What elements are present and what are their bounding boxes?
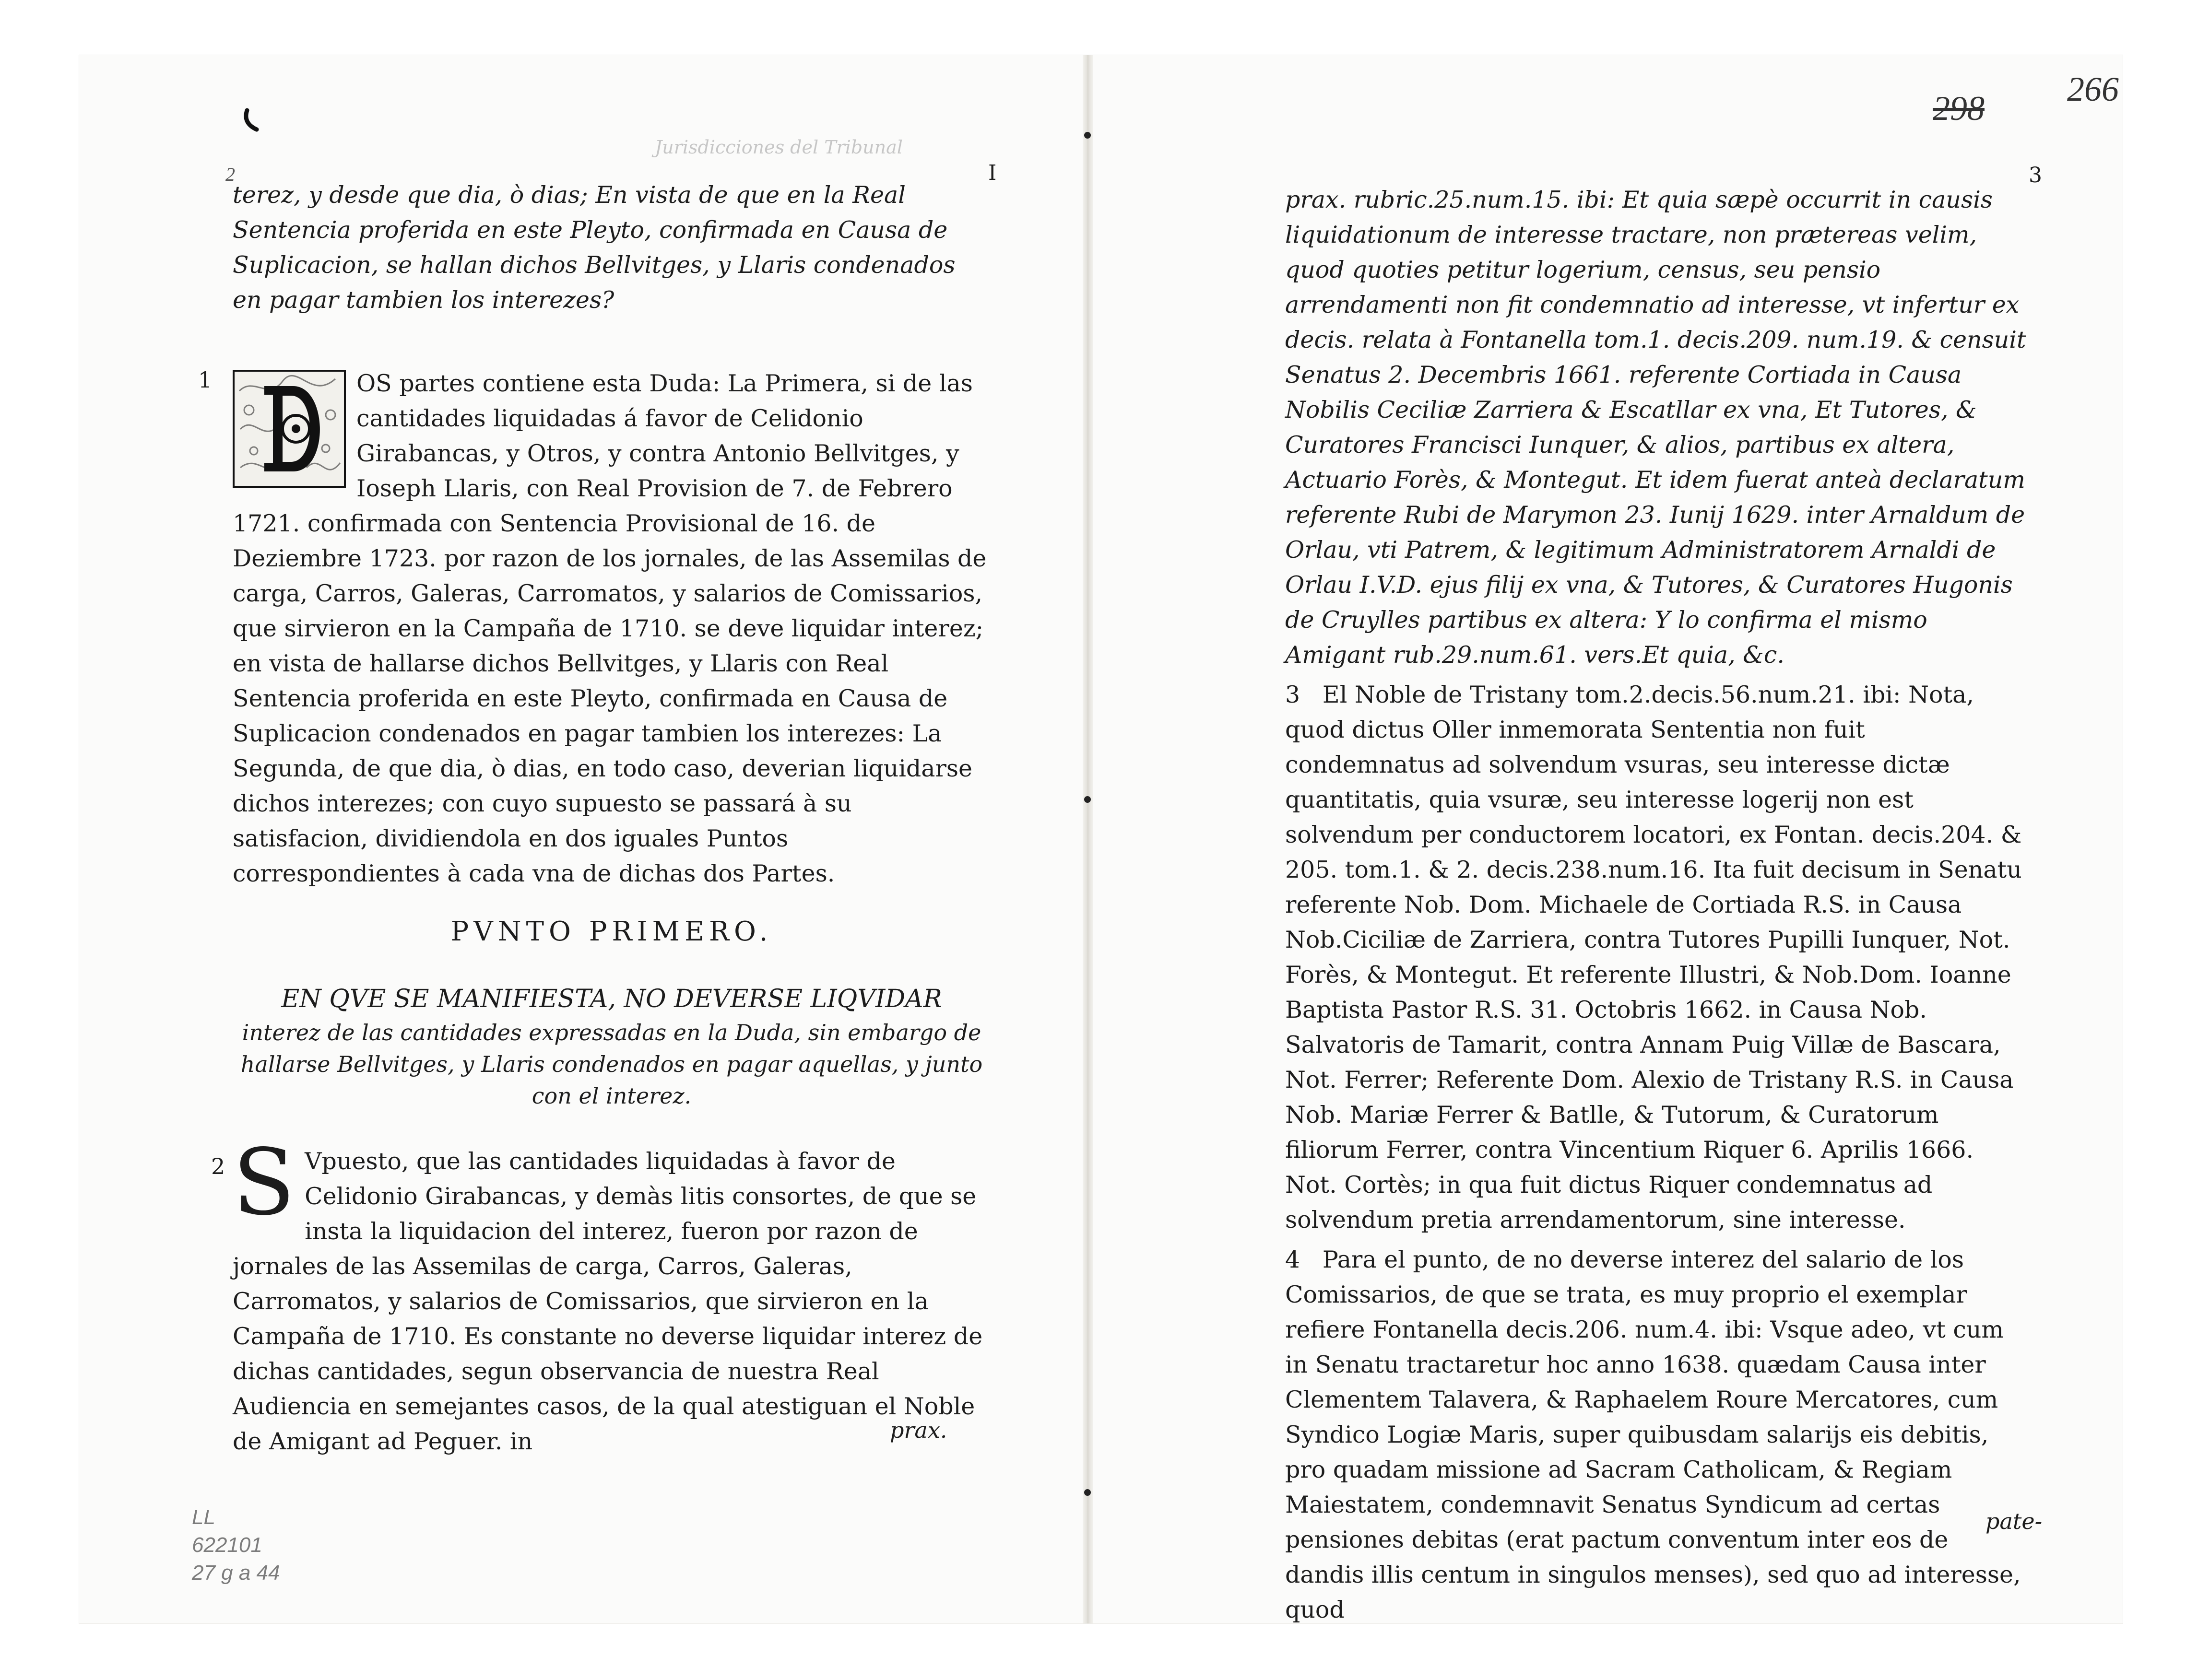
- sigla: 2: [225, 164, 235, 185]
- paragraph-2: [233, 1129, 991, 1459]
- right-body: [1285, 182, 2031, 1627]
- ink-mark: [242, 108, 261, 137]
- catchword: prax.: [890, 1417, 947, 1443]
- stamp-line: 622101: [192, 1533, 262, 1557]
- book-gutter: [1083, 55, 1093, 1623]
- binding-stitch: [1084, 1489, 1091, 1496]
- paragraph-3: [1285, 677, 2031, 1237]
- binding-stitch: [1084, 796, 1091, 803]
- section-title: PVNTO PRIMERO.: [450, 916, 773, 947]
- paragraph-2-text: Vpuesto, que las cantidades liquidadas à favor de Celidonio Girabancas, y demàs litis consortes, de que se insta la liquidacion del interez, fueron por razon de jornales de las Assemilas de carga, Carros, Galeras, Carromatos, y salarios de Comissarios, que sirvieron en la Campaña de 1710. Es constante no deverse liquidar interez de dichas cantidades, segun observancia de nuestra Real Audiencia en semejantes casos, de la qual atestiguan el Noble de Amigant ad Peguer. in: [233, 1148, 983, 1455]
- paragraph-1: [233, 366, 991, 891]
- paragraph-intro: prax. rubric.25.num.15. ibi: Et quia sæpè occurrit in causis liquidationum de interesse tractare, non prætereas velim, quod quoties petitur logerium, census, seu pensio arrendamenti non fit condemnatio ad interesse, vt infertur ex decis. relata à Fontanella tom.1. decis.209. num.19. & censuit Senatus 2. Decembris 1661. referente Cortiada in Causa Nobilis Ceciliæ Zarriera & Escatllar ex vna, Et Tutores, & Curatores Francisci Iunquer, & alios, partibus ex altera, Actuario Forès, & Montegut. Et idem fuerat anteà declaratum referente Rubi de Marymon 23. Iunij 1629. inter Arnaldum de Orlau, vti Patrem, & legitimum Administratorem Arnaldi de Orlau I.V.D. ejus filij ex vna, & Tutores, & Curatores Hugonis de Cruylles partibus ex altera: Y lo confirma el mismo Amigant rub.29.num.61. vers.Et quia, &c.: [1285, 186, 2026, 669]
- stamp-line: LL: [192, 1505, 215, 1529]
- catchword: pate-: [1985, 1508, 2043, 1534]
- paragraph-number: 3: [1285, 681, 1300, 708]
- section-heading-rest: interez de las cantidades expressadas en la Duda, sin embargo de hallarse Bellvitges, y Llaris condenados en pagar aquellas, y junto con el interez.: [240, 1020, 983, 1109]
- right-page: [1093, 55, 2123, 1623]
- paragraph-number: 2: [211, 1153, 225, 1179]
- left-page: [79, 55, 1083, 1623]
- initial-letter: S: [233, 1129, 295, 1235]
- paragraph-number: 1: [198, 367, 213, 393]
- paragraph-4: [1285, 1242, 2031, 1627]
- page-number: 3: [2029, 163, 2042, 188]
- page-number: I: [988, 161, 997, 185]
- ornamental-initial: [233, 370, 346, 488]
- section-heading-line1: EN QVE SE MANIFIESTA, NO DEVERSE LIQVIDAR: [281, 985, 942, 1013]
- paragraph-number: 4: [1285, 1246, 1300, 1273]
- folio-new: 266: [2067, 70, 2119, 108]
- book-spread: [79, 55, 2123, 1623]
- stamp-line: 27 g a 44: [192, 1561, 280, 1585]
- library-stamp: [192, 1504, 280, 1587]
- binding-stitch: [1084, 132, 1091, 139]
- question-text: terez, y desde que dia, ò dias; En vista de que en la Real Sentencia proferida en este Pleyto, confirmada en Causa de Suplicacion, se hallan dichos Bellvitges, y Llaris condenados en pagar tambien los interezes?: [233, 181, 956, 314]
- margin-note-top: Jurisdicciones del Tribunal: [655, 137, 903, 158]
- paragraph-3-text: El Noble de Tristany tom.2.decis.56.num.21. ibi: Nota, quod dictus Oller inmemorata Sententia non fuit condemnatus ad solvendum vsuras, seu interesse dictæ quantitatis, quia vsuræ, seu interesse logerij non est solvendum per conductorem locatori, ex Fontan. decis.204. & 205. tom.1. & 2. decis.238.num.16. Ita fuit decisum in Senatu referente Nob. Dom. Michaele de Cortiada R.S. in Causa Nob.Ciciliæ de Zarriera, contra Tutores Pupilli Iunquer, Not. Forès, & Montegut. Et referente Illustri, & Nob.Dom. Ioanne Baptista Pastor R.S. 31. Octobris 1662. in Causa Nob. Salvatoris de Tamarit, contra Annam Puig Villæ de Bascara, Not. Ferrer; Referente Dom. Alexio de Tristany R.S. in Causa Nob. Mariæ Ferrer & Batlle, & Tutorum, & Curatorum filiorum Ferrer, contra Vincentium Riquer 6. Aprilis 1666. Not. Cortès; in qua fuit dictus Riquer condemnatus ad solvendum pretia arrendamentorum, sine interesse.: [1285, 681, 2022, 1234]
- paragraph-4-text: Para el punto, de no deverse interez del salario de los Comissarios, de que se trata, es muy proprio el exemplar refiere Fontanella decis.206. num.4. ibi: Vsque adeo, vt cum in Senatu tractaretur hoc anno 1638. quædam Causa inter Clementem Talavera, & Raphaelem Roure Mercatores, cum Syndico Logiæ Maris, super quibusdam salarijs eis debitis, pro quadam missione ad Sacram Catholicam, & Regiam Maiestatem, condemnavit Senatus Syndicum ad certas pensiones debitas (erat pactum conventum inter eos de dandis illis centum in singulos menses), sed quo ad interesse, quod: [1285, 1246, 2021, 1623]
- folio-old: 298: [1933, 89, 1985, 128]
- paragraph-1-text: OS partes contiene esta Duda: La Primera, si de las cantidades liquidadas á favor de Celidonio Girabancas, y Otros, y contra Antonio Bellvitges, y Ioseph Llaris, con Real Provision de 7. de Febrero 1721. confirmada con Sentencia Provisional de 16. de Deziembre 1723. por razon de los jornales, de las Assemilas de carga, Carros, Galeras, Carromatos, y salarios de Comissarios, que sirvieron en la Campaña de 1710. se deve liquidar interez; en vista de hallarse dichos Bellvitges, y Llaris con Real Sentencia proferida en este Pleyto, confirmada en Causa de Suplicacion condenados en pagar tambien los interezes: La Segunda, de que dia, ò dias, en todo caso, deverian liquidarse dichos interezes; con cuyo supuesto se passará à su satisfacion, dividiendola en dos iguales Puntos correspondientes à cada vna de dichas dos Partes.: [233, 370, 987, 887]
